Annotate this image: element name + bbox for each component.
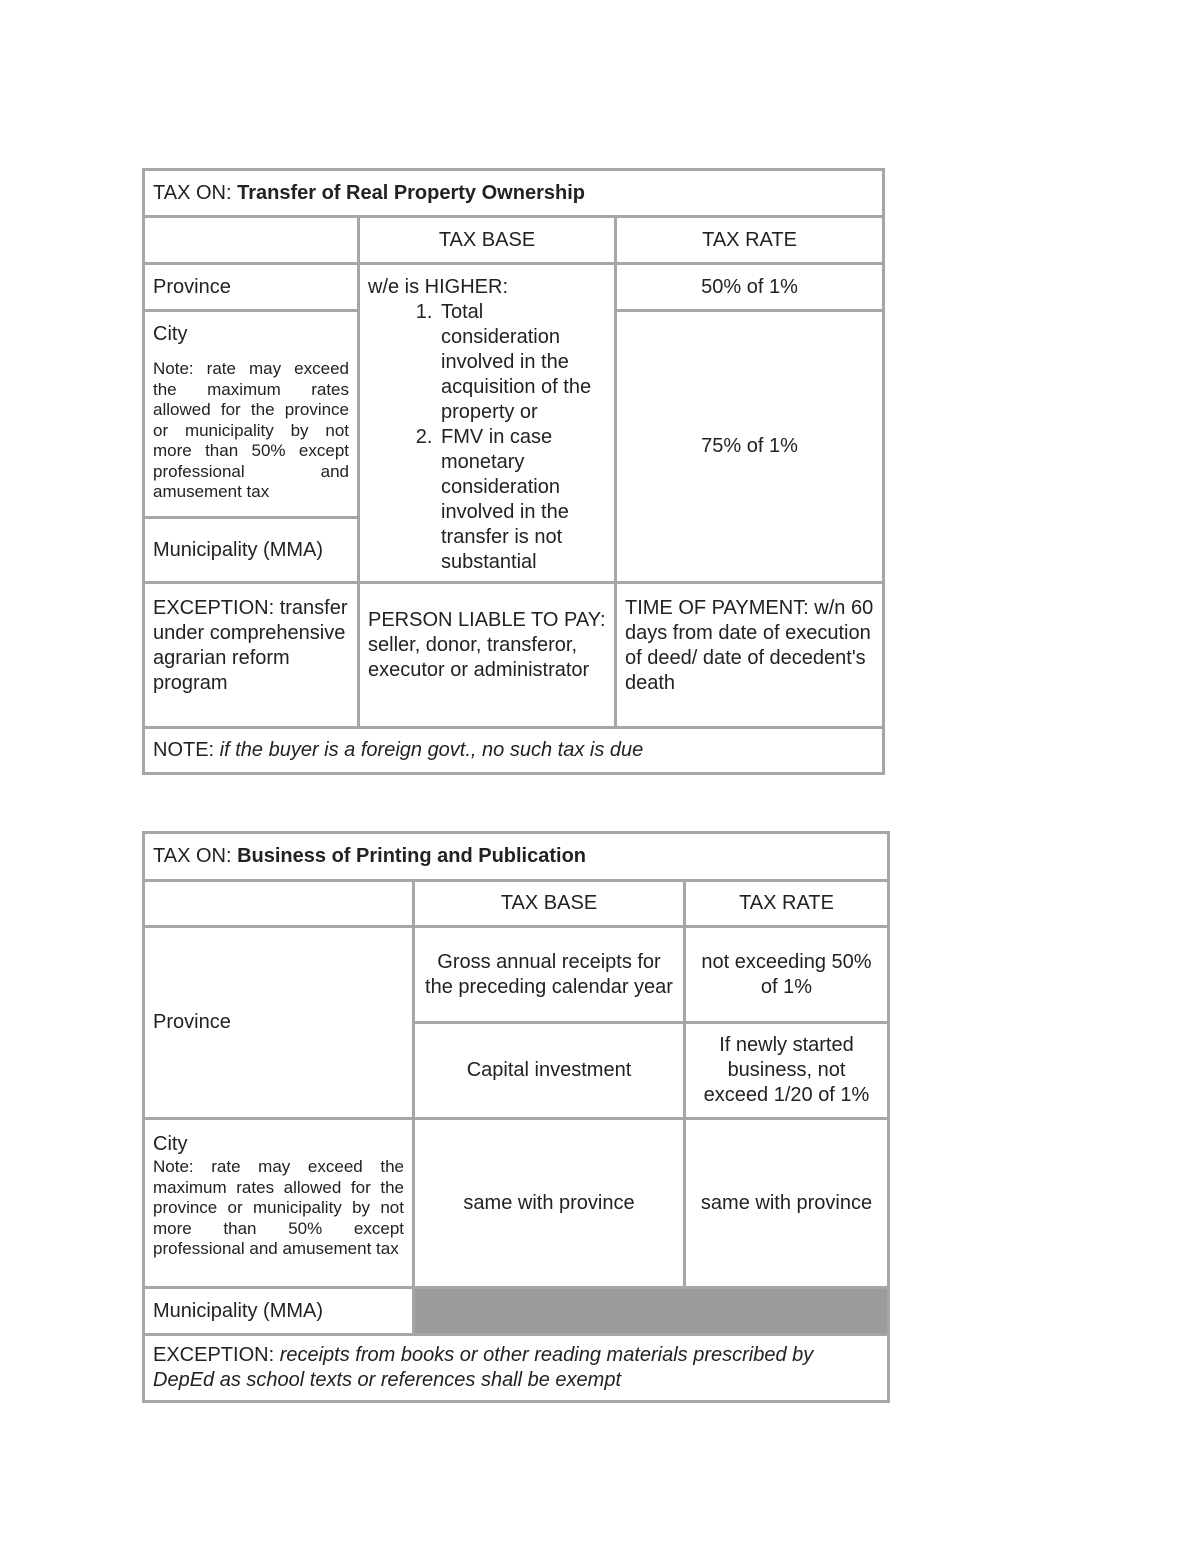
row-label-province: Province [144, 264, 359, 311]
title-subject: Business of Printing and Publication [237, 845, 587, 867]
exception-row [144, 1335, 889, 1402]
tax-table-printing-publication [142, 831, 890, 1403]
title-prefix: TAX ON: [153, 845, 238, 867]
title-prefix: TAX ON: [153, 181, 238, 204]
row-label-city: City [153, 1133, 188, 1155]
tax-base-cell [359, 264, 616, 583]
tax-table-real-property [142, 168, 885, 775]
shaded-empty-cell [414, 1288, 889, 1335]
row-label-city-cell [144, 311, 359, 518]
header-tax-rate: TAX RATE [685, 881, 889, 927]
row-label-municipality: Municipality (MMA) [144, 518, 359, 583]
exception-cell: EXCEPTION: transfer under comprehensive agrarian reform program [144, 583, 359, 728]
row-label-city: City [153, 323, 188, 345]
city-note: Note: rate may exceed the maximum rates allowed for the province or municipality by not more than 50% except professional and amusement tax [153, 1157, 404, 1258]
row-label-province: Province [144, 927, 414, 1119]
gross-receipts-base: Gross annual receipts for the preceding calendar year [414, 927, 685, 1023]
exception-text: receipts from books or other reading materials prescribed by DepEd as school texts or references shall be exempt [153, 1344, 814, 1391]
tax-base-intro: w/e is HIGHER: [368, 276, 509, 298]
row-label-city-cell [144, 1119, 414, 1288]
city-base: same with province [414, 1119, 685, 1288]
city-note: Note: rate may exceed the maximum rates allowed for the province or municipality by not more than 50% except professional and amusement tax [153, 359, 349, 501]
note-text: if the buyer is a foreign govt., no such tax is due [219, 739, 644, 761]
note-prefix: NOTE: [153, 739, 220, 761]
header-tax-base: TAX BASE [359, 217, 616, 264]
gross-receipts-rate: not exceeding 50% of 1% [685, 927, 889, 1023]
capital-investment-base: Capital investment [414, 1023, 685, 1119]
province-rate: 50% of 1% [616, 264, 884, 311]
header-empty-cell [144, 217, 359, 264]
capital-investment-rate: If newly started business, not exceed 1/20 of 1% [685, 1023, 889, 1119]
city-rate: 75% of 1% [616, 311, 884, 583]
header-tax-base: TAX BASE [414, 881, 685, 927]
header-empty-cell [144, 881, 414, 927]
exception-prefix: EXCEPTION: [153, 1344, 280, 1366]
time-of-payment-cell: TIME OF PAYMENT: w/n 60 days from date of execution of deed/ date of decedent's death [616, 583, 884, 728]
city-rate: same with province [685, 1119, 889, 1288]
tax-base-list [368, 300, 606, 575]
table-title [144, 170, 884, 217]
title-subject: Transfer of Real Property Ownership [237, 181, 585, 204]
list-item: 2. FMV in case monetary consideration involved in the transfer is not substantial [438, 425, 606, 575]
note-row [144, 728, 884, 774]
row-label-municipality: Municipality (MMA) [144, 1288, 414, 1335]
list-item: 1. Total consideration involved in the acquisition of the property or [438, 300, 606, 425]
table-title [144, 833, 889, 881]
header-tax-rate: TAX RATE [616, 217, 884, 264]
person-liable-cell: PERSON LIABLE TO PAY: seller, donor, transferor, executor or administrator [359, 583, 616, 728]
